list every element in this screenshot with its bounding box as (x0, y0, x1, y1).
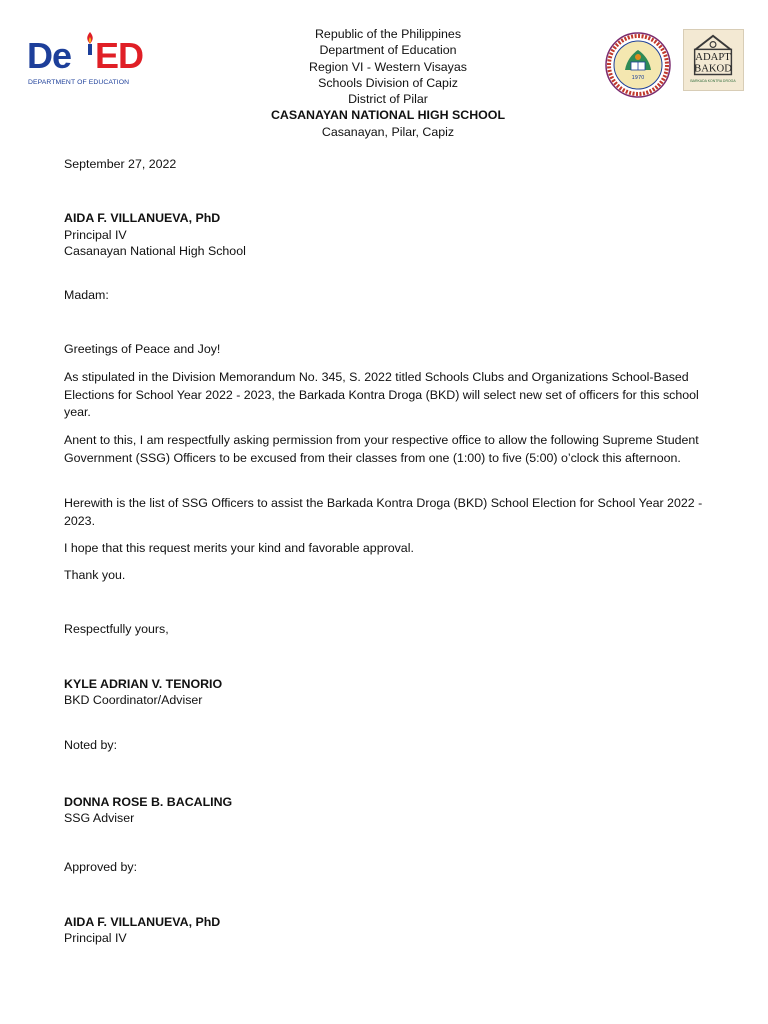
deped-subtitle: DEPARTMENT OF EDUCATION (28, 79, 130, 86)
sender-title: BKD Coordinator/Adviser (64, 693, 203, 707)
letterhead-line: Region VI - Western Visayas (309, 59, 467, 74)
body-paragraph: As stipulated in the Division Memorandum No. 345, S. 2022 titled Schools Clubs and Organizations School-Based Elections for School Year 2022 - 2023, the Barkada Kontra Droga (BKD) will select new set of officers for this school year. (64, 370, 699, 419)
approved-name: AIDA F. VILLANUEVA, PhD (64, 915, 221, 929)
house-icon (684, 30, 743, 90)
adapt-subtitle: BARKADA KONTRA DROGA (690, 79, 736, 84)
letterhead-line: Schools Division of Capiz (318, 75, 458, 90)
letterhead-line: Department of Education (319, 43, 457, 58)
noted-title: SSG Adviser (64, 811, 135, 825)
closing: Respectfully yours, (64, 622, 169, 636)
deped-wordmark: De ED (27, 35, 144, 76)
thanks: Thank you. (64, 568, 126, 582)
body-paragraph: Anent to this, I am respectfully asking permission from your respective office to allow the following Supreme Student Government (SSG) Officers to be excused from their classes from one (1:00) to five (5:00) o’clock this afternoon. (64, 433, 699, 465)
letter-date: September 27, 2022 (64, 157, 177, 171)
recipient-name: AIDA F. VILLANUEVA, PhD (64, 211, 221, 225)
letterhead-line: District of Pilar (348, 92, 428, 107)
letterhead (234, 26, 542, 140)
approved-title: Principal IV (64, 931, 127, 945)
adapt-bakod-logo (683, 29, 744, 91)
adapt-line1: ADAPT (695, 52, 731, 63)
approved-label: Approved by: (64, 860, 138, 874)
salutation: Madam: (64, 288, 109, 302)
school-seal-icon (605, 32, 671, 98)
sender-name: KYLE ADRIAN V. TENORIO (64, 677, 223, 691)
recipient-title: Principal IV (64, 228, 127, 242)
seal-year: 1970 (631, 75, 645, 81)
body-paragraph: I hope that this request merits your kind and favorable approval. (64, 541, 414, 555)
greeting: Greetings of Peace and Joy! (64, 342, 221, 356)
body-paragraph: Herewith is the list of SSG Officers to assist the Barkada Kontra Droga (BKD) School Election for School Year 2022 - 2023. (64, 496, 703, 528)
deped-logo (27, 30, 149, 90)
school-name: CASANAYAN NATIONAL HIGH SCHOOL (270, 108, 506, 123)
recipient-office: Casanayan National High School (64, 244, 246, 258)
letterhead-line: Republic of the Philippines (314, 27, 462, 41)
adapt-line2: BAKOD (694, 63, 732, 75)
noted-name: DONNA ROSE B. BACALING (64, 795, 233, 809)
noted-label: Noted by: (64, 738, 118, 752)
school-address: Casanayan, Pilar, Capiz (321, 124, 455, 139)
